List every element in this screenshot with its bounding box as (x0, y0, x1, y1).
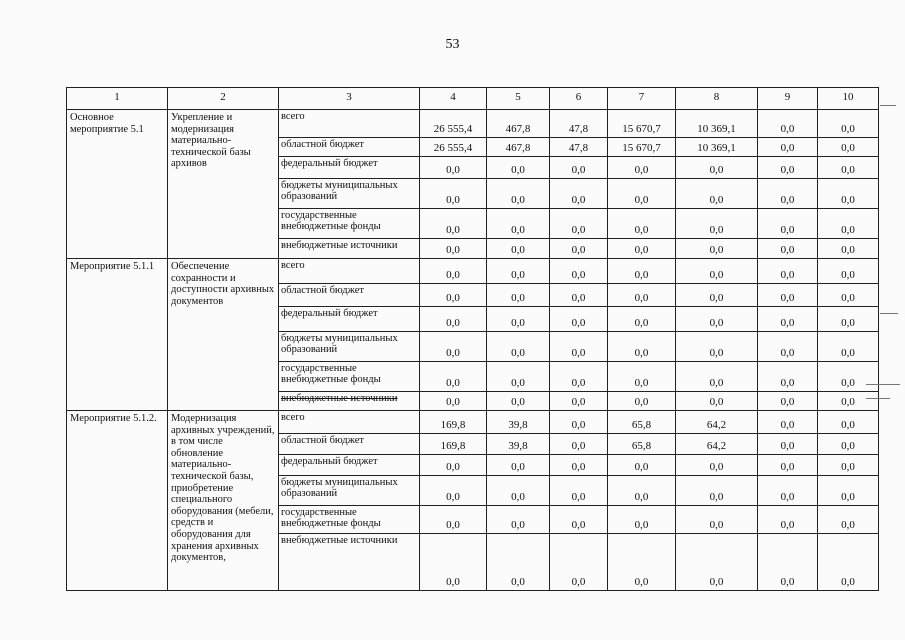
value-cell (419, 454, 487, 476)
value-text: 0,0 (841, 244, 855, 257)
value-cell (757, 137, 818, 157)
value-cell (675, 306, 758, 332)
value-cell (549, 361, 608, 392)
value-text: 0,0 (841, 142, 855, 155)
value-cell (549, 208, 608, 239)
value-text: 26 555,4 (433, 123, 473, 136)
value-text: 0,0 (634, 461, 649, 474)
value-text: 10 369,1 (697, 123, 736, 136)
value-text: 0,0 (511, 164, 525, 177)
funding-source-cell: внебюджетные источники (278, 533, 420, 591)
value-cell (486, 454, 550, 476)
value-cell (549, 109, 608, 138)
value-text: 39,8 (508, 440, 528, 453)
funding-source-cell: государственные внебюджетные фонды (278, 208, 420, 239)
value-cell (675, 475, 758, 506)
value-text: 0,0 (841, 317, 855, 330)
value-text: 0,0 (634, 269, 649, 282)
funding-source-cell: всего (278, 410, 420, 434)
value-cell (757, 306, 818, 332)
value-text: 0,0 (841, 419, 855, 432)
funding-source-cell: федеральный бюджет (278, 454, 420, 476)
value-text: 0,0 (571, 519, 586, 532)
value-text: 0,0 (709, 347, 724, 360)
value-cell (607, 283, 676, 307)
value-cell (757, 533, 818, 591)
value-cell (607, 454, 676, 476)
value-text: 0,0 (709, 461, 724, 474)
value-cell (549, 258, 608, 284)
value-cell (549, 137, 608, 157)
value-text: 0,0 (841, 377, 855, 390)
value-text: 0,0 (634, 396, 649, 409)
value-text: 10 369,1 (697, 142, 736, 155)
value-cell (607, 137, 676, 157)
value-cell (757, 178, 818, 209)
value-text: 0,0 (634, 224, 649, 237)
funding-source-cell: внебюджетные источники (278, 238, 420, 259)
margin-mark (866, 398, 890, 399)
value-text: 0,0 (511, 396, 525, 409)
value-text: 0,0 (511, 377, 525, 390)
value-cell (757, 361, 818, 392)
value-text: 0,0 (780, 491, 795, 504)
value-cell (757, 238, 818, 259)
value-text: 0,0 (841, 269, 855, 282)
value-text: 0,0 (634, 244, 649, 257)
value-cell (549, 306, 608, 332)
value-cell (817, 306, 879, 332)
value-cell (817, 533, 879, 591)
funding-source-cell: государственные внебюджетные фонды (278, 361, 420, 392)
measure-cell: Основное мероприятие 5.1 (66, 109, 168, 259)
value-cell (817, 433, 879, 455)
value-cell (419, 258, 487, 284)
value-text: 0,0 (634, 491, 649, 504)
value-cell (549, 410, 608, 434)
value-cell (549, 454, 608, 476)
value-text: 0,0 (841, 194, 855, 207)
value-text: 0,0 (571, 269, 586, 282)
value-text: 0,0 (511, 519, 525, 532)
value-cell (419, 505, 487, 534)
value-text: 0,0 (709, 576, 724, 589)
value-text: 0,0 (780, 440, 795, 453)
value-text: 0,0 (571, 491, 586, 504)
value-cell (486, 258, 550, 284)
funding-source-cell: бюджеты муниципальных образований (278, 331, 420, 362)
value-cell (549, 433, 608, 455)
header-cell: 10 (817, 87, 879, 110)
value-cell (486, 109, 550, 138)
value-text: 169,8 (440, 440, 466, 453)
value-text: 65,8 (631, 419, 652, 432)
value-cell (549, 283, 608, 307)
value-cell (419, 283, 487, 307)
value-text: 0,0 (571, 164, 586, 177)
value-text: 0,0 (841, 440, 855, 453)
value-text: 0,0 (634, 317, 649, 330)
value-cell (607, 258, 676, 284)
value-text: 0,0 (780, 292, 795, 305)
value-cell (757, 391, 818, 411)
value-text: 0,0 (841, 461, 855, 474)
value-text: 0,0 (571, 440, 586, 453)
value-text: 0,0 (841, 347, 855, 360)
value-cell (607, 391, 676, 411)
value-cell (419, 331, 487, 362)
value-cell (419, 475, 487, 506)
value-text: 0,0 (446, 292, 460, 305)
value-text: 0,0 (571, 292, 586, 305)
value-text: 0,0 (780, 519, 795, 532)
value-text: 0,0 (709, 377, 724, 390)
value-text: 0,0 (780, 576, 795, 589)
value-cell (817, 178, 879, 209)
value-text: 0,0 (841, 123, 855, 136)
value-text: 0,0 (780, 396, 795, 409)
value-cell (419, 533, 487, 591)
value-cell (486, 505, 550, 534)
funding-source-cell: всего (278, 258, 420, 284)
value-text: 0,0 (571, 244, 586, 257)
value-text: 0,0 (571, 419, 586, 432)
value-text: 0,0 (571, 576, 586, 589)
funding-source-cell: областной бюджет (278, 433, 420, 455)
value-text: 169,8 (440, 419, 466, 432)
value-cell (757, 109, 818, 138)
value-text: 0,0 (511, 347, 525, 360)
page-number: 53 (445, 37, 460, 52)
value-cell (419, 433, 487, 455)
value-text: 15 670,7 (622, 142, 661, 155)
value-cell (757, 283, 818, 307)
header-cell: 9 (757, 87, 818, 110)
value-cell (757, 505, 818, 534)
value-text: 0,0 (446, 461, 460, 474)
value-cell (549, 505, 608, 534)
value-text: 0,0 (780, 164, 795, 177)
value-text: 0,0 (709, 164, 724, 177)
value-text: 47,8 (568, 123, 589, 136)
value-cell (486, 137, 550, 157)
margin-mark (880, 105, 896, 106)
value-cell (486, 533, 550, 591)
value-cell (675, 361, 758, 392)
value-cell (675, 505, 758, 534)
value-cell (486, 361, 550, 392)
value-cell (675, 533, 758, 591)
value-text: 0,0 (571, 396, 586, 409)
description-cell: Модернизация архивных учреждений, в том числе обновление материально-технической базы, приобретение специального оборудования (мебели, средств и оборудования для хранения архивных документов, (167, 410, 279, 591)
value-text: 0,0 (780, 194, 795, 207)
value-cell (817, 505, 879, 534)
value-cell (757, 258, 818, 284)
value-cell (675, 137, 758, 157)
value-cell (607, 156, 676, 179)
value-cell (817, 331, 879, 362)
value-cell (486, 208, 550, 239)
value-cell (486, 391, 550, 411)
value-text: 0,0 (634, 377, 649, 390)
value-cell (607, 433, 676, 455)
value-text: 0,0 (634, 292, 649, 305)
value-cell (817, 361, 879, 392)
value-text: 0,0 (511, 224, 525, 237)
description-cell: Укрепление и модернизация материально-технической базы архивов (167, 109, 279, 259)
value-cell (486, 178, 550, 209)
value-cell (757, 433, 818, 455)
value-text: 0,0 (780, 419, 795, 432)
value-text: 0,0 (841, 224, 855, 237)
value-text: 0,0 (841, 292, 855, 305)
value-text: 0,0 (446, 244, 460, 257)
value-cell (675, 433, 758, 455)
funding-source-cell: государственные внебюджетные фонды (278, 505, 420, 534)
value-cell (817, 258, 879, 284)
margin-mark (880, 313, 898, 314)
value-text: 0,0 (709, 194, 724, 207)
value-text: 0,0 (709, 224, 724, 237)
header-cell: 7 (607, 87, 676, 110)
value-cell (675, 391, 758, 411)
value-text: 467,8 (505, 142, 531, 155)
value-cell (549, 178, 608, 209)
funding-source-cell: федеральный бюджет (278, 156, 420, 179)
value-cell (817, 283, 879, 307)
value-cell (486, 433, 550, 455)
header-cell: 8 (675, 87, 758, 110)
value-cell (549, 533, 608, 591)
value-cell (419, 391, 487, 411)
value-cell (486, 475, 550, 506)
value-text: 0,0 (780, 142, 795, 155)
value-text: 0,0 (709, 292, 724, 305)
value-cell (817, 391, 879, 411)
value-cell (607, 178, 676, 209)
value-cell (817, 454, 879, 476)
value-text: 0,0 (780, 461, 795, 474)
value-text: 0,0 (571, 377, 586, 390)
value-cell (675, 156, 758, 179)
value-text: 64,2 (706, 440, 727, 453)
funding-source-cell: бюджеты муниципальных образований (278, 475, 420, 506)
value-text: 0,0 (571, 461, 586, 474)
value-cell (675, 410, 758, 434)
value-cell (607, 306, 676, 332)
value-text: 0,0 (446, 377, 460, 390)
value-cell (419, 178, 487, 209)
value-cell (817, 208, 879, 239)
value-text: 0,0 (446, 164, 460, 177)
value-text: 0,0 (634, 519, 649, 532)
value-cell (757, 410, 818, 434)
value-cell (757, 454, 818, 476)
header-cell: 3 (278, 87, 420, 110)
value-cell (486, 331, 550, 362)
header-cell: 2 (167, 87, 279, 110)
value-cell (817, 156, 879, 179)
value-cell (675, 178, 758, 209)
value-text: 0,0 (709, 317, 724, 330)
value-text: 0,0 (780, 244, 795, 257)
value-text: 0,0 (780, 377, 795, 390)
value-text: 0,0 (841, 576, 855, 589)
funding-source-cell: всего (278, 109, 420, 138)
value-cell (675, 258, 758, 284)
value-text: 0,0 (511, 244, 525, 257)
value-cell (757, 331, 818, 362)
value-text: 0,0 (780, 123, 795, 136)
value-cell (675, 331, 758, 362)
value-cell (675, 283, 758, 307)
value-cell (419, 410, 487, 434)
value-text: 0,0 (709, 491, 724, 504)
value-text: 0,0 (511, 491, 525, 504)
value-text: 0,0 (841, 491, 855, 504)
funding-source-cell: областной бюджет (278, 137, 420, 157)
header-cell: 5 (486, 87, 550, 110)
value-cell (607, 475, 676, 506)
value-text: 0,0 (709, 396, 724, 409)
value-text: 0,0 (511, 269, 525, 282)
value-text: 0,0 (841, 164, 855, 177)
value-text: 47,8 (568, 142, 589, 155)
value-text: 0,0 (571, 317, 586, 330)
funding-source-cell: федеральный бюджет (278, 306, 420, 332)
value-cell (549, 238, 608, 259)
value-text: 0,0 (446, 396, 460, 409)
value-cell (817, 109, 879, 138)
value-text: 0,0 (511, 317, 525, 330)
value-cell (675, 454, 758, 476)
value-cell (817, 410, 879, 434)
value-text: 0,0 (511, 576, 525, 589)
value-cell (419, 156, 487, 179)
value-text: 0,0 (446, 194, 460, 207)
value-cell (419, 361, 487, 392)
value-text: 0,0 (780, 269, 795, 282)
value-text: 64,2 (706, 419, 727, 432)
value-cell (486, 306, 550, 332)
value-cell (757, 156, 818, 179)
value-text: 0,0 (709, 244, 724, 257)
header-cell: 4 (419, 87, 487, 110)
value-text: 0,0 (709, 519, 724, 532)
value-text: 0,0 (634, 347, 649, 360)
value-cell (549, 391, 608, 411)
value-cell (757, 208, 818, 239)
value-cell (607, 361, 676, 392)
value-text: 0,0 (446, 224, 460, 237)
value-cell (607, 238, 676, 259)
value-text: 0,0 (511, 461, 525, 474)
value-text: 0,0 (446, 269, 460, 282)
value-text: 0,0 (780, 347, 795, 360)
margin-mark (866, 384, 900, 385)
measure-cell: Мероприятие 5.1.1 (66, 258, 168, 411)
value-text: 0,0 (446, 491, 460, 504)
value-text: 0,0 (634, 164, 649, 177)
value-text: 0,0 (571, 224, 586, 237)
value-cell (817, 137, 879, 157)
value-cell (419, 238, 487, 259)
value-text: 0,0 (571, 347, 586, 360)
value-cell (607, 331, 676, 362)
value-cell (419, 137, 487, 157)
value-cell (607, 533, 676, 591)
description-cell: Обеспечение сохранности и доступности архивных документов (167, 258, 279, 411)
value-text: 0,0 (634, 576, 649, 589)
value-cell (486, 238, 550, 259)
value-cell (486, 283, 550, 307)
value-cell (675, 109, 758, 138)
value-cell (607, 208, 676, 239)
value-cell (419, 109, 487, 138)
funding-source-cell: внебюджетные источники (278, 391, 420, 411)
value-text: 0,0 (634, 194, 649, 207)
funding-source-cell: областной бюджет (278, 283, 420, 307)
value-text: 0,0 (511, 292, 525, 305)
value-text: 26 555,4 (433, 142, 473, 155)
value-text: 0,0 (709, 269, 724, 282)
value-cell (549, 475, 608, 506)
value-text: 0,0 (446, 347, 460, 360)
header-cell: 1 (66, 87, 168, 110)
value-text: 0,0 (841, 396, 855, 409)
value-cell (817, 475, 879, 506)
value-cell (675, 208, 758, 239)
value-cell (486, 156, 550, 179)
header-cell: 6 (549, 87, 608, 110)
value-text: 0,0 (446, 317, 460, 330)
value-text: 15 670,7 (622, 123, 661, 136)
value-cell (486, 410, 550, 434)
value-text: 0,0 (446, 576, 460, 589)
value-cell (817, 238, 879, 259)
value-text: 0,0 (446, 519, 460, 532)
value-cell (607, 505, 676, 534)
value-cell (419, 208, 487, 239)
value-text: 39,8 (508, 419, 528, 432)
value-text: 0,0 (780, 317, 795, 330)
value-cell (549, 331, 608, 362)
value-cell (675, 238, 758, 259)
value-cell (549, 156, 608, 179)
measure-cell: Мероприятие 5.1.2. (66, 410, 168, 591)
value-cell (757, 475, 818, 506)
value-text: 0,0 (571, 194, 586, 207)
value-text: 0,0 (511, 194, 525, 207)
funding-source-cell: бюджеты муниципальных образований (278, 178, 420, 209)
value-cell (607, 109, 676, 138)
value-text: 65,8 (631, 440, 652, 453)
value-text: 0,0 (780, 224, 795, 237)
value-cell (419, 306, 487, 332)
value-text: 467,8 (505, 123, 531, 136)
value-cell (607, 410, 676, 434)
value-text: 0,0 (841, 519, 855, 532)
